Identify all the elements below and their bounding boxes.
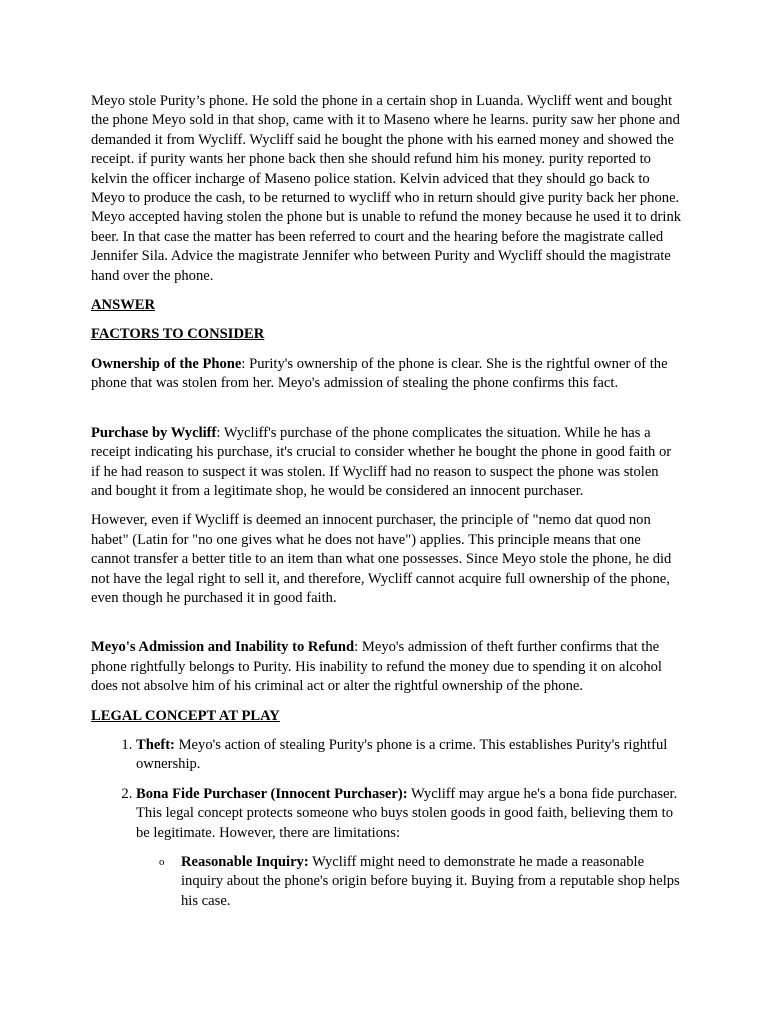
- sub-item-text: Wycliff might need to demonstrate he made a reasonable inquiry about the phone's origin before buying it. Buying from a reputable shop helps his case.: [181, 854, 680, 909]
- factor-text: : Meyo's admission of theft further confirms that the phone rightfully belongs to Purity. His inability to refund the money due to spending it on alcohol does not absolve him of his criminal act or alter the rightful ownership of the phone.: [91, 639, 662, 695]
- circle-bullet-icon: o: [159, 856, 165, 868]
- concept-text: Wycliff may argue he's a bona fide purchaser. This legal concept protects someone who buys stolen goods in good faith, believing them to be legitimate. However, there are limitations:: [136, 785, 678, 841]
- sub-item-title: Reasonable Inquiry:: [181, 854, 309, 870]
- answer-heading: ANSWER: [91, 297, 156, 314]
- factor-text: : Purity's ownership of the phone is clear. She is the rightful owner of the phone that was stolen from her. Meyo's admission of stealing the phone confirms this fact.: [91, 355, 668, 392]
- factor-title: Purchase by Wycliff: [91, 424, 217, 441]
- sub-item-reasonable-inquiry: [159, 853, 683, 911]
- factors-heading: FACTORS TO CONSIDER: [91, 326, 265, 343]
- concept-text: Meyo's action of stealing Purity's phone is a crime. This establishes Purity's rightful ownership.: [136, 736, 668, 773]
- factor-text: : Wycliff's purchase of the phone complicates the situation. While he has a receipt indicating his purchase, it's crucial to consider whether he bought the phone in good faith or if he had reason to suspect it was stolen. If Wycliff had no reason to suspect the phone was stolen and bought it from a legitimate shop, he would be considered an innocent purchaser.: [91, 424, 672, 499]
- legal-concept-heading: LEGAL CONCEPT AT PLAY: [91, 707, 280, 724]
- factor-ownership: [91, 355, 683, 394]
- factor-title: Ownership of the Phone: [91, 355, 242, 372]
- factor-title: Meyo's Admission and Inability to Refund: [91, 639, 355, 656]
- spacer: [91, 618, 683, 638]
- document-page: [91, 92, 683, 921]
- concept-item-bona-fide: [136, 785, 683, 911]
- concept-list: [91, 736, 683, 911]
- factor-admission: [91, 638, 683, 696]
- concept-title: Theft:: [136, 736, 175, 753]
- concept-title: Bona Fide Purchaser (Innocent Purchaser):: [136, 785, 408, 802]
- nemo-dat-paragraph: However, even if Wycliff is deemed an innocent purchaser, the principle of "nemo dat quod non habet" (Latin for "no one gives what he does not have") applies. This principle means that one cannot transfer a better title to an item than what one possesses. Since Meyo stole the phone, he did not have the legal right to sell it, and therefore, Wycliff cannot acquire full ownership of the phone, even though he purchased it in good faith.: [91, 512, 672, 606]
- question-paragraph: Meyo stole Purity’s phone. He sold the phone in a certain shop in Luanda. Wycliff went and bought the phone Meyo sold in that shop, came with it to Maseno where he learns. purity saw her phone and demanded it from Wycliff. Wycliff said he bought the phone with his earned money and showed the receipt. if purity wants her phone back then she should refund him his money. purity reported to kelvin the officer incharge of Maseno police station. Kelvin adviced that they should go back to Meyo to produce the cash, to be returned to wycliff who in return should give purity back her phone. Meyo accepted having stolen the phone but is unable to refund the money because he used it to drink beer. In that case the matter has been referred to court and the hearing before the magistrate called Jennifer Sila. Advice the magistrate Jennifer who between Purity and Wycliff should the magistrate hand over the phone.: [91, 93, 682, 284]
- sub-list: [136, 853, 683, 911]
- concept-item-theft: [136, 736, 683, 775]
- factor-purchase: [91, 424, 683, 502]
- spacer: [91, 404, 683, 424]
